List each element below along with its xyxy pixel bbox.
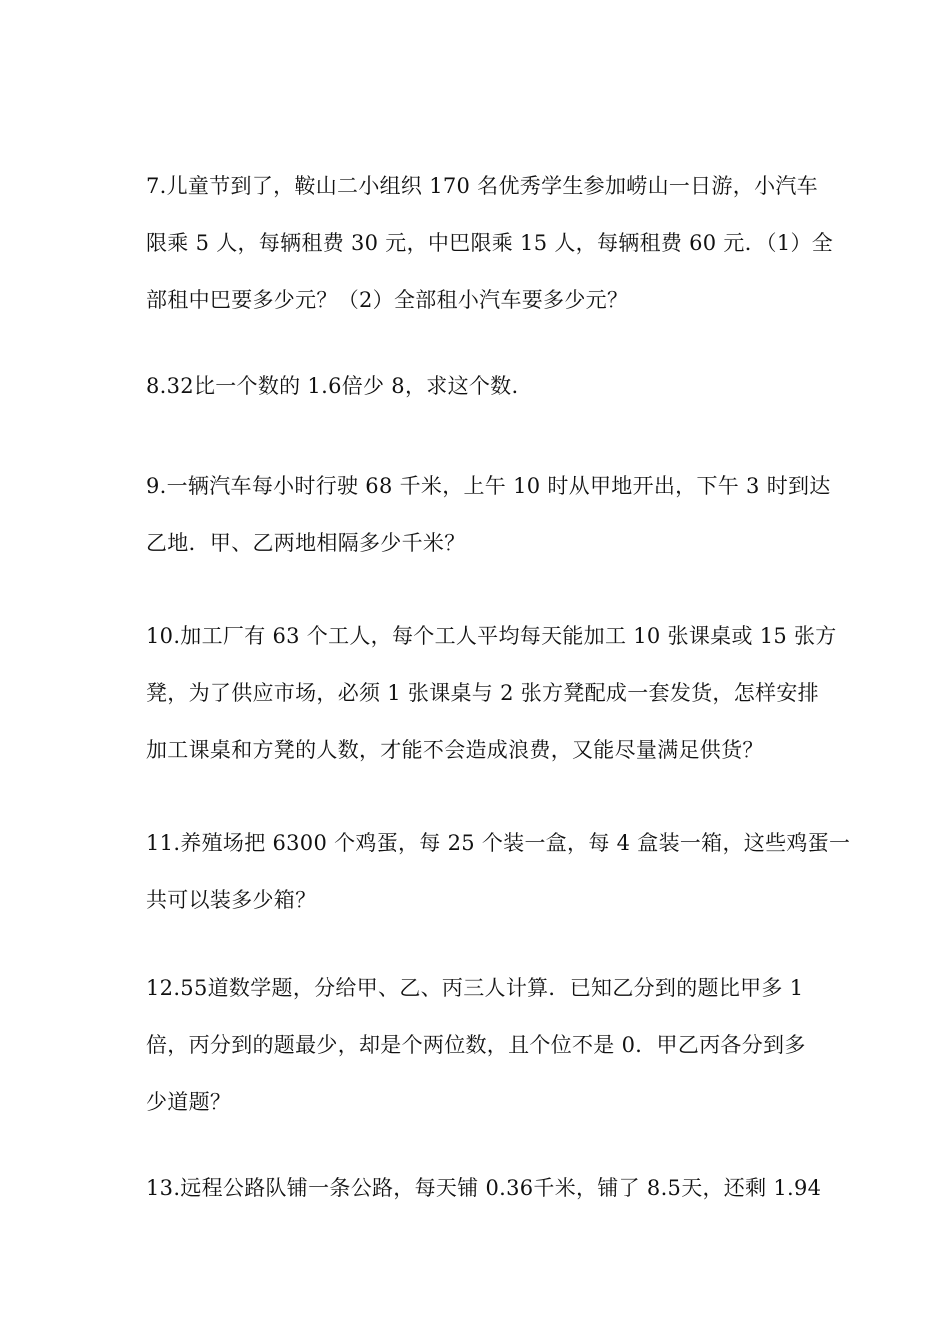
problem-line: 13.远程公路队铺一条公路，每天铺 0.36千米，铺了 8.5天，还剩 1.94 [146, 1176, 822, 1200]
problem-line: 部租中巴要多少元？（2）全部租小汽车要多少元？ [146, 288, 629, 312]
problem-line: 倍，丙分到的题最少，却是个两位数，且个位不是 0．甲乙丙各分到多 [146, 1033, 806, 1057]
problem-8 [146, 358, 826, 415]
problem-line: 11.养殖场把 6300 个鸡蛋，每 25 个装一盒，每 4 盒装一箱，这些鸡蛋一 [146, 831, 851, 855]
problem-line: 10.加工厂有 63 个工人，每个工人平均每天能加工 10 张课桌或 15 张方 [146, 624, 837, 648]
problem-line: 凳，为了供应市场，必须 1 张课桌与 2 张方凳配成一套发货，怎样安排 [146, 681, 819, 705]
problem-line: 7.儿童节到了，鞍山二小组织 170 名优秀学生参加崂山一日游，小汽车 [146, 174, 818, 198]
problem-line: 8.32比一个数的 1.6倍少 8，求这个数. [146, 374, 519, 398]
problem-line: 12.55道数学题，分给甲、乙、丙三人计算．已知乙分到的题比甲多 1 [146, 976, 804, 1000]
problem-line: 少道题？ [146, 1090, 232, 1114]
problem-9 [146, 458, 831, 572]
problem-11 [146, 815, 851, 929]
problem-13 [146, 1160, 826, 1217]
problem-12 [146, 960, 826, 1131]
problem-line: 9.一辆汽车每小时行驶 68 千米，上午 10 时从甲地开出，下午 3 时到达 [146, 474, 831, 498]
problem-line: 共可以装多少箱？ [146, 888, 317, 912]
problem-7 [146, 158, 834, 329]
problem-line: 加工课桌和方凳的人数，才能不会造成浪费，又能尽量满足供货？ [146, 738, 764, 762]
problem-line: 乙地．甲、乙两地相隔多少千米？ [146, 531, 466, 555]
problem-10 [146, 608, 837, 779]
problem-line: 限乘 5 人，每辆租费 30 元，中巴限乘 15 人，每辆租费 60 元．（1）全 [146, 231, 834, 255]
